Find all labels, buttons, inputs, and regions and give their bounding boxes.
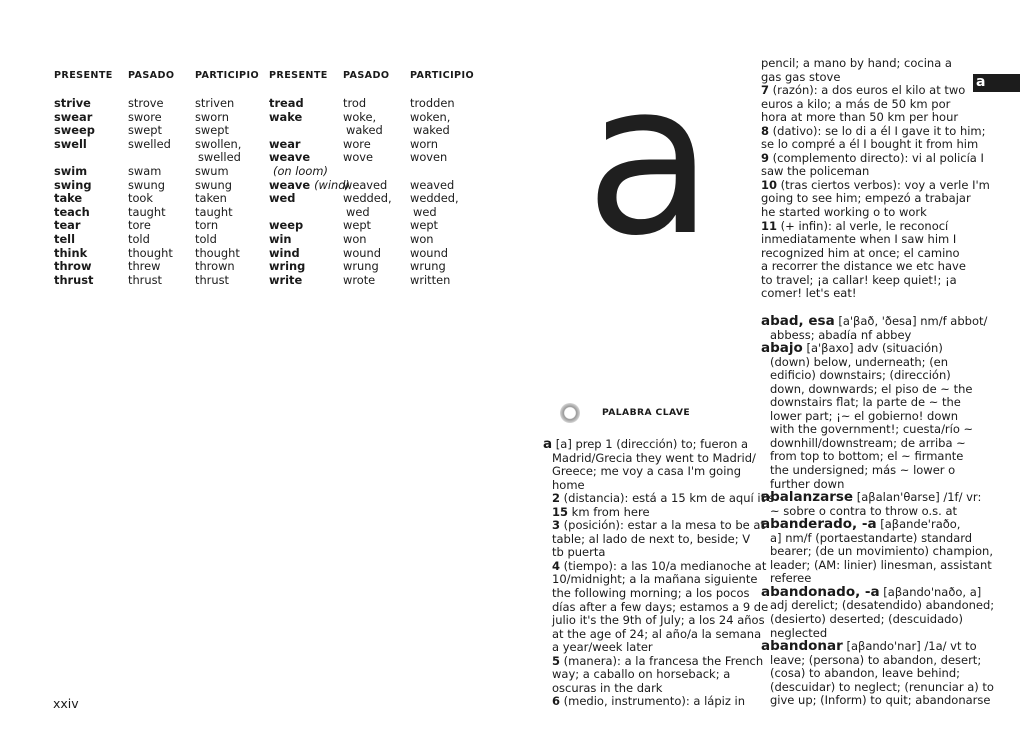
dictionary-line: the following morning; a los pocos: [552, 586, 750, 601]
dictionary-line: bearer; (de un movimiento) champion,: [770, 544, 994, 559]
left-verb-cell: threw: [128, 259, 161, 274]
right-verb-cell: wind: [269, 245, 300, 260]
dictionary-line: 6 (medio, instrumento): a lápiz in: [552, 694, 746, 709]
left-verb-cell: strive: [54, 96, 91, 110]
dictionary-line: saw the policeman: [761, 164, 870, 179]
dictionary-line: edificio) downstairs; (dirección): [770, 368, 951, 383]
dictionary-line: hora at more than 50 km per hour: [761, 110, 959, 125]
dictionary-line: way; a caballo on horseback; a: [552, 667, 731, 682]
right-verb-cell: wept: [410, 218, 439, 233]
left-verb-cell: swim: [54, 164, 88, 178]
right-verb-cell: written: [410, 272, 451, 287]
dictionary-line: abanderado, -a [aβande'raðo,: [761, 516, 961, 533]
dictionary-line: 7 (razón): a dos euros el kilo at two: [761, 83, 966, 98]
dictionary-line: (descuidar) to neglect; (renunciar a) to: [770, 679, 994, 694]
right-verb-cell: wove: [343, 150, 374, 165]
dictionary-line: a recorrer the distance we etc have: [761, 259, 966, 274]
left-verb-cell: thought: [128, 245, 173, 260]
dictionary-line: ~ sobre o contra to throw o.s. at: [770, 503, 958, 518]
left-verb-cell: told: [128, 232, 150, 246]
left-verb-cell: striven: [195, 96, 235, 110]
left-verb-cell: sworn: [195, 109, 229, 124]
thumb-index-tab: a: [973, 74, 1020, 92]
right-verb-cell: wound: [410, 245, 448, 260]
dictionary-line: gas gas stove: [761, 69, 841, 84]
right-verb-cell: wedded,: [343, 191, 392, 206]
dictionary-line: the undersigned; más ~ lower o: [770, 463, 956, 478]
left-verb-cell: taught: [195, 204, 233, 219]
right-verb-cell: wedded,: [410, 191, 459, 206]
dictionary-line: recognized him at once; el camino: [761, 245, 960, 260]
dictionary-line: inmediatamente when I saw him I: [761, 232, 957, 247]
left-verb-cell: swell: [54, 136, 87, 151]
page-number: xxiv: [53, 696, 79, 711]
left-verb-cell: think: [54, 245, 88, 260]
dictionary-line: 11 (+ infin): al verle, le reconocí: [761, 218, 949, 233]
dictionary-entries-column: [761, 313, 995, 708]
dictionary-line: 10/midnight; a la mañana siguiente: [552, 572, 758, 587]
left-verb-cell: take: [54, 191, 83, 206]
dictionary-line: leave; (persona) to abandon, desert;: [770, 652, 982, 667]
dictionary-line: 3 (posición): estar a la mesa to be at: [552, 518, 765, 533]
dictionary-line: 8 (dativo): se lo di a él I gave it to him;: [761, 123, 986, 138]
left-verb-cell: sweep: [54, 123, 95, 138]
left-verb-cell: took: [128, 191, 154, 206]
dictionary-line: julio it's the 9th of July; a los 24 años: [552, 613, 765, 628]
right-verb-cell: woven: [410, 150, 448, 165]
left-verb-cell: throw: [54, 259, 92, 274]
dictionary-line: (cosa) to abandon, leave behind;: [770, 666, 961, 681]
entry-a-column: [543, 436, 775, 709]
left-verb-cell: strove: [128, 96, 164, 110]
dictionary-line: 2 (distancia): está a 15 km de aquí it's: [552, 491, 775, 506]
right-verb-cell: wring: [269, 259, 306, 274]
dictionary-line: se lo compré a él I bought it from him: [761, 137, 979, 152]
right-verb-cell: worn: [410, 136, 438, 151]
right-verb-cell: weep: [269, 218, 304, 233]
right-verb-cell: wrote: [343, 272, 376, 287]
dictionary-line: adj derelict; (desatendido) abandoned;: [770, 598, 995, 613]
right-verb-cell: trodden: [410, 96, 455, 110]
dictionary-line: downstairs flat; la parte de ~ the: [770, 395, 961, 410]
left-verb-cell: thought: [195, 245, 240, 260]
dictionary-line: give up; (Inform) to quit; abandonarse: [770, 693, 991, 708]
left-verb-cell: taught: [128, 204, 166, 219]
entry-a-continued-column: [761, 56, 990, 301]
dictionary-line: referee: [770, 571, 812, 586]
dictionary-line: down, downwards; el piso de ~ the: [770, 381, 973, 396]
dictionary-line: abandonado, -a [aβando'naðo, a]: [761, 583, 982, 600]
left-verb-cell: swept: [195, 123, 229, 138]
dictionary-line: table; al lado de next to, beside; V: [552, 531, 751, 546]
right-verb-cell: wound: [343, 245, 381, 260]
right-verb-cell: write: [269, 272, 303, 287]
left-verb-cell: swollen,: [195, 136, 242, 151]
header-presente-2: PRESENTE: [269, 70, 328, 81]
dictionary-line: comer! let's eat!: [761, 286, 857, 301]
right-verb-cell: weaved: [343, 177, 388, 192]
right-verb-cell: wake: [269, 109, 303, 124]
dictionary-line: oscuras in the dark: [552, 680, 663, 695]
right-verb-cell: weave: [269, 150, 311, 165]
dictionary-line: home: [552, 477, 585, 492]
right-verb-cell: wed: [346, 204, 370, 219]
dictionary-line: euros a kilo; a más de 50 km por: [761, 96, 951, 111]
dictionary-line: 4 (tiempo): a las 10/a medianoche at: [552, 558, 767, 573]
left-verb-cell: tell: [54, 232, 75, 246]
left-verb-cell: tear: [54, 218, 81, 233]
left-verb-cell: thrown: [195, 259, 235, 274]
left-verb-cell: thrust: [195, 272, 229, 287]
right-verb-cell: won: [343, 232, 367, 246]
dictionary-line: abbess; abadía nf abbey: [770, 327, 912, 342]
dictionary-line: abajo [a'βaxo] adv (situación): [761, 340, 943, 357]
left-verb-cell: swum: [195, 164, 229, 178]
right-verb-cell: tread: [269, 96, 304, 110]
left-verb-cell: swung: [128, 177, 165, 192]
dictionary-line: a [a] prep 1 (dirección) to; fueron a: [543, 436, 749, 452]
left-verb-cell: tore: [128, 218, 151, 233]
dictionary-line: downhill/downstream; de arriba ~: [770, 435, 966, 450]
right-verb-cell: wear: [269, 136, 301, 151]
right-verb-cell: won: [410, 232, 434, 246]
dictionary-line: from top to bottom; el ~ firmante: [770, 449, 964, 464]
left-verb-cell: teach: [54, 204, 90, 219]
right-verb-cell: wed: [413, 204, 437, 219]
left-verb-cell: swelled: [198, 150, 241, 165]
right-verb-cell: wore: [343, 136, 371, 151]
dictionary-line: 15 km from here: [552, 504, 650, 519]
right-verb-cell: woke,: [343, 109, 377, 124]
dictionary-line: lower part; ¡~ el gobierno! down: [770, 408, 959, 423]
right-verb-cell: win: [269, 232, 292, 246]
dictionary-line: abad, esa [a'βað, 'ðesa] nm/f abbot/: [761, 313, 988, 329]
header-presente-1: PRESENTE: [54, 70, 113, 81]
dictionary-line: abandonar [aβando'nar] /1a/ vt to: [761, 638, 977, 655]
right-verb-cell: weave (wind): [269, 177, 350, 192]
right-verb-cell: wrung: [410, 259, 446, 274]
dictionary-line: a] nm/f (portaestandarte) standard: [770, 530, 973, 545]
right-verb-cell: weaved: [410, 177, 455, 192]
left-verb-cell: thrust: [128, 272, 162, 287]
dictionary-line: abalanzarse [aβalan'θarse] /1f/ vr:: [761, 489, 982, 506]
dictionary-line: further down: [770, 476, 845, 491]
right-verb-cell: wept: [343, 218, 372, 233]
right-verb-cell: waked: [413, 123, 450, 138]
left-verb-cell: swam: [128, 164, 162, 178]
dictionary-line: with the government!; cuesta/río ~: [770, 422, 974, 437]
header-participio-2: PARTICIPIO: [410, 70, 475, 81]
dictionary-line: Madrid/Grecia they went to Madrid/: [552, 450, 756, 465]
left-verb-cell: swept: [128, 123, 162, 138]
dictionary-line: neglected: [770, 625, 828, 640]
dictionary-line: pencil; a mano by hand; cocina a: [761, 56, 952, 70]
section-letter: a: [585, 37, 714, 282]
dictionary-line: at the age of 24; al año/a la semana: [552, 626, 762, 641]
right-verb-cell: (on loom): [273, 164, 328, 178]
right-verb-cell: trod: [343, 96, 367, 110]
header-pasado-2: PASADO: [343, 70, 390, 81]
left-verb-cell: thrust: [54, 272, 94, 287]
header-pasado-1: PASADO: [128, 70, 175, 81]
left-verb-cell: swear: [54, 109, 93, 124]
right-verb-cell: wed: [269, 191, 296, 206]
left-verb-cell: torn: [195, 218, 219, 233]
dictionary-line: días after a few days; estamos a 9 de: [552, 599, 769, 614]
dictionary-line: to travel; ¡a callar! keep quiet!; ¡a: [761, 272, 957, 287]
dictionary-line: 5 (manera): a la francesa the French: [552, 653, 764, 668]
dictionary-line: leader; (AM: linier) linesman, assistant: [770, 557, 992, 572]
dictionary-line: going to see him; empezó a trabajar: [761, 191, 971, 206]
dictionary-line: a year/week later: [552, 640, 653, 655]
header-participio-1: PARTICIPIO: [195, 70, 260, 81]
palabra-clave-label: PALABRA CLAVE: [602, 407, 691, 418]
left-verb-cell: swelled: [128, 136, 171, 151]
right-verb-cell: waked: [346, 123, 383, 138]
dictionary-line: tb puerta: [552, 545, 606, 560]
left-verb-cell: swore: [128, 109, 162, 124]
right-verb-cell: woken,: [410, 109, 451, 124]
left-verb-cell: told: [195, 232, 217, 246]
palabra-clave-circle-icon: [560, 403, 580, 423]
left-verb-cell: taken: [195, 191, 227, 206]
right-verb-cell: wrung: [343, 259, 379, 274]
dictionary-line: he started working o to work: [761, 205, 927, 220]
dictionary-line: 10 (tras ciertos verbos): voy a verle I'm: [761, 177, 990, 192]
left-verb-cell: swing: [54, 177, 92, 192]
left-verb-cell: swung: [195, 177, 232, 192]
dictionary-line: Greece; me voy a casa I'm going: [552, 464, 741, 479]
dictionary-line: (down) below, underneath; (en: [770, 354, 949, 369]
dictionary-line: (desierto) deserted; (descuidado): [770, 612, 963, 627]
dictionary-line: 9 (complemento directo): vi al policía I: [761, 150, 984, 165]
